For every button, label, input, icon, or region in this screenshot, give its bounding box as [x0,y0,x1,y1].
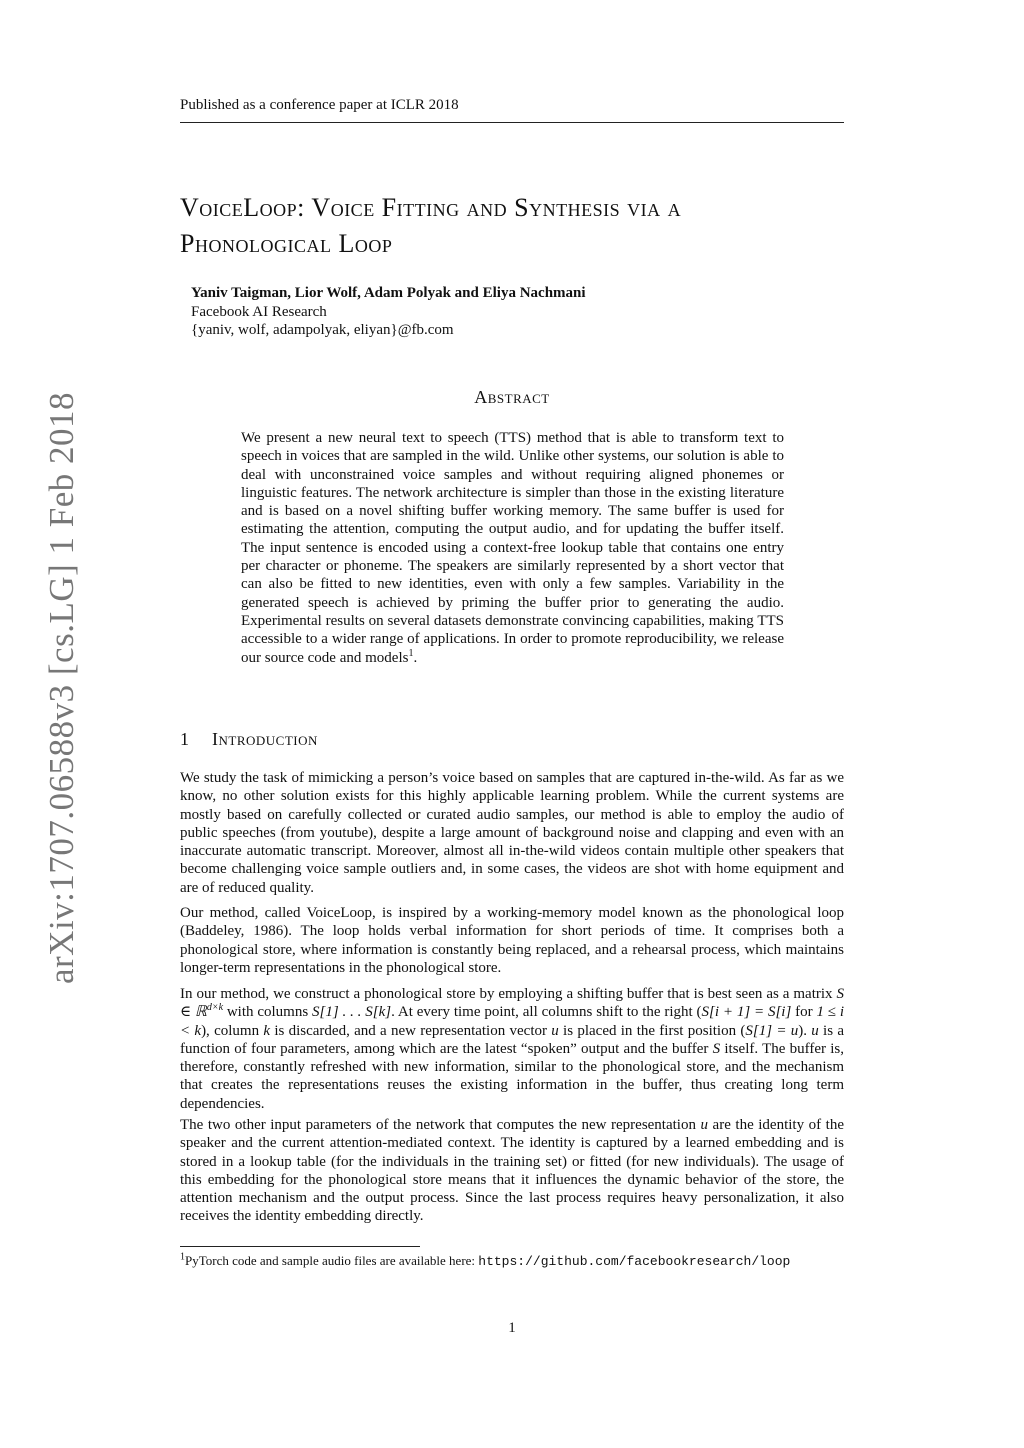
p4-math: u [700,1117,709,1133]
footnote-mark: 1 [180,1251,185,1263]
intro-paragraph-4 [180,1116,844,1226]
abstract-text: We present a new neural text to speech (TTS) method that is able to transform text to speech in voices that are sampled in the wild. Unlike other systems, our solution is able to deal with unconstrained voice samples and without requiring aligned phonemes or linguistic features. The network architecture is simpler than those in the existing literature and is based on a novel shifting buffer working memory. The same buffer is used for estimating the attention, computing the output audio, and for updating the buffer itself. The input sentence is encoded using a context-free lookup table that contains one entry per character or phoneme. The speakers are similarly represented by a short vector that can also be fitted to new identities, even with only a few samples. Variability in the generated speech is achieved by priming the buffer prior to generating the audio. Experimental results on several datasets demonstrate convincing capabilities, making TTS accessible to a wider range of applications. In order to promote reproducibility, we release our source code and models [241,430,784,666]
title-line-1: VoiceLoop: Voice Fitting and Synthesis via a [180,193,682,222]
p3-text: ). [798,1022,812,1039]
p4-text: are the identity of the speaker and the current attention-mediated context. The identity is captured by a learned embedding and is stored in a lookup table (for the individuals in the training set) or fitted (for new individuals). The usage of this embedding for the phonological store means that it influences the dynamic behavior of the store, the attention mechanism and the output process. Since the last process requires heavy personalization, it also receives the identity embedding directly. [180,1117,844,1225]
paper-title [180,190,860,262]
abstract-footnote-marker[interactable]: 1 [408,647,414,659]
page-number: 1 [508,1320,516,1336]
p3-text: In our method, we construct a phonological store by employing a shifting buffer that is best seen as a matrix [180,986,837,1002]
p3-text: for [791,1004,817,1021]
p3-math: S [712,1040,721,1057]
p3-math: u [811,1022,819,1039]
running-header: Published as a conference paper at ICLR 2018 [180,96,844,123]
p3-text: is discarded, and a new representation vector [270,1022,552,1039]
author-names: Yaniv Taigman, Lior Wolf, Adam Polyak and Eliya Nachmani [191,285,586,301]
intro-paragraph-1: We study the task of mimicking a person’s voice based on samples that are captured in-the-wild. As far as we know, no other solution exists for this highly applicable learning problem. While the current systems are mostly based on carefully collected or curated audio samples, our method is able to employ the audio of public speeches (from youtube), despite a large amount of background noise and clapping and even with an inaccurate automatic transcript. Moreover, almost all in-the-wild videos contain multiple other speakers that become challenging voice sample outliers and, in some cases, the videos are shot with home equipment and are of reduced quality. [180,770,844,896]
arxiv-side-stamp: arXiv:1707.06588v3 [cs.LG] 1 Feb 2018 [42,391,81,985]
footnote-url-link[interactable]: https://github.com/facebookresearch/loop [478,1254,791,1269]
abstract-body [241,429,784,667]
p3-text: is placed in the first position ( [558,1022,746,1039]
p3-math: k [263,1022,271,1039]
author-affiliation: Facebook AI Research [191,303,327,320]
p3-math-superscript: d×k [206,1002,224,1014]
p3-text: . At every time point, all columns shift to the right ( [391,1004,702,1021]
p3-text: itself. The buffer is, therefore, constantly refreshed with new information, similar to the phonological store, and the mechanism that creates the representations reuses the existing information in the buffer, thus creating long term dependencies. [180,1040,844,1112]
p4-text: The two other input parameters of the network that computes the new representation [180,1117,701,1133]
p3-text: is a function of four parameters, among which are the latest “spoken” output and the buffer [180,1022,844,1057]
intro-paragraph-2: Our method, called VoiceLoop, is inspired by a working-memory model known as the phonological loop (Baddeley, 1986). The loop holds verbal information for short periods of time. It comprises both a phonological store, where information is constantly being replaced, and a rehearsal process, which maintains longer-term representations in the phonological store. [180,905,844,976]
section-heading-introduction [180,729,318,750]
p3-math: 1 ≤ i < k [180,1004,845,1039]
p3-text: ), column [201,1022,264,1039]
footnote-text: PyTorch code and sample audio files are available here: [185,1253,479,1268]
footnote-rule [180,1246,420,1247]
section-title: Introduction [212,729,318,749]
p3-math: S[i + 1] = S[i] [701,1004,792,1021]
intro-paragraph-3 [180,985,844,1113]
p3-text: with columns [223,1004,313,1021]
author-emails: {yaniv, wolf, adampolyak, eliyan}@fb.com [191,322,454,338]
author-block [191,284,586,340]
p3-math: u [551,1022,559,1039]
abstract-heading: Abstract [474,387,550,407]
p3-math: S ∈ ℝ [180,986,844,1021]
p3-math: S[1] = u [745,1022,799,1039]
footnote-1 [180,1252,844,1270]
title-line-2: Phonological Loop [180,229,393,258]
abstract-period: . [413,649,418,666]
p3-math: S[1] . . . S[k] [312,1004,392,1021]
section-number: 1 [180,729,189,749]
